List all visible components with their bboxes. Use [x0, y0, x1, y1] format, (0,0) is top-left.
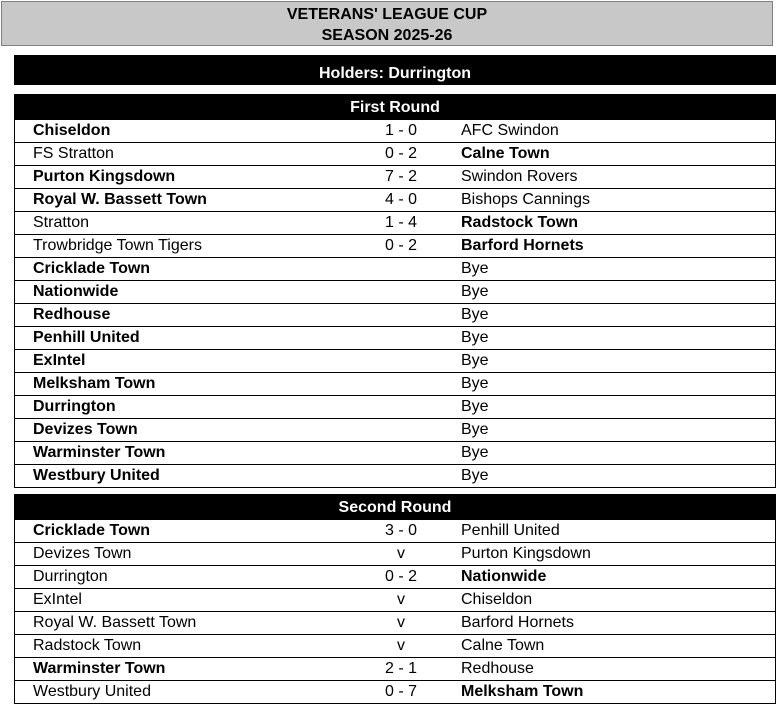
home-team: Durrington — [33, 568, 108, 585]
away-team: Penhill United — [461, 522, 560, 539]
home-team: Trowbridge Town Tigers — [33, 237, 202, 254]
away-team: Purton Kingsdown — [461, 545, 591, 562]
match-row — [15, 634, 775, 657]
home-team: ExIntel — [33, 352, 86, 369]
home-team: Westbury United — [33, 467, 160, 484]
match-score: 0 - 2 — [384, 237, 417, 254]
match-row — [15, 395, 775, 418]
match-row — [15, 326, 775, 349]
away-team: Nationwide — [461, 568, 547, 585]
home-team: FS Stratton — [33, 145, 114, 162]
away-team: Bye — [461, 444, 489, 461]
home-team: Devizes Town — [33, 545, 132, 562]
second-round-section — [14, 494, 776, 704]
home-team: Durrington — [33, 398, 116, 415]
away-team: AFC Swindon — [461, 122, 559, 139]
away-team: Bye — [461, 329, 489, 346]
competition-title — [1, 1, 773, 46]
away-team: Calne Town — [461, 145, 550, 162]
match-row — [15, 257, 775, 280]
away-team: Bye — [461, 375, 489, 392]
away-team: Bye — [461, 398, 489, 415]
match-row — [15, 519, 775, 542]
away-team: Bye — [461, 352, 489, 369]
home-team: Redhouse — [33, 306, 111, 323]
away-team: Swindon Rovers — [461, 168, 578, 185]
match-row — [15, 165, 775, 188]
match-row — [15, 119, 775, 142]
match-score: 2 - 1 — [384, 660, 417, 677]
away-team: Calne Town — [461, 637, 545, 654]
match-row — [15, 372, 775, 395]
match-row — [15, 349, 775, 372]
home-team: Warminster Town — [33, 660, 166, 677]
match-row — [15, 542, 775, 565]
match-row — [15, 565, 775, 588]
match-score: 0 - 2 — [384, 568, 417, 585]
home-team: Penhill United — [33, 329, 140, 346]
first-round-table — [14, 119, 776, 488]
home-team: Warminster Town — [33, 444, 166, 461]
away-team: Bye — [461, 283, 489, 300]
away-team: Bishops Cannings — [461, 191, 590, 208]
match-score: 7 - 2 — [384, 168, 417, 185]
title-line-2: SEASON 2025-26 — [321, 27, 453, 44]
match-row — [15, 280, 775, 303]
match-row — [15, 418, 775, 441]
match-row — [15, 464, 775, 487]
second-round-table — [14, 519, 776, 704]
away-team: Chiseldon — [461, 591, 533, 608]
home-team: Nationwide — [33, 283, 119, 300]
match-score: v — [397, 545, 405, 562]
match-score: 1 - 4 — [384, 214, 417, 231]
match-row — [15, 234, 775, 257]
holders-banner: Holders: Durrington — [14, 55, 776, 85]
home-team: ExIntel — [33, 591, 82, 608]
home-team: Cricklade Town — [33, 260, 151, 277]
home-team: Purton Kingsdown — [33, 168, 176, 185]
home-team: Cricklade Town — [33, 522, 151, 539]
first-round-section — [14, 94, 776, 488]
match-score: 0 - 7 — [384, 683, 417, 700]
second-round-header: Second Round — [14, 494, 776, 519]
away-team: Bye — [461, 467, 489, 484]
match-score: v — [397, 614, 405, 631]
away-team: Radstock Town — [461, 214, 579, 231]
away-team: Bye — [461, 260, 489, 277]
home-team: Devizes Town — [33, 421, 138, 438]
match-score: 4 - 0 — [384, 191, 417, 208]
first-round-header: First Round — [14, 94, 776, 119]
home-team: Chiseldon — [33, 122, 111, 139]
home-team: Westbury United — [33, 683, 151, 700]
match-row — [15, 680, 775, 703]
home-team: Radstock Town — [33, 637, 142, 654]
match-row — [15, 188, 775, 211]
home-team: Royal W. Bassett Town — [33, 614, 197, 631]
match-row — [15, 142, 775, 165]
away-team: Barford Hornets — [461, 237, 584, 254]
away-team: Barford Hornets — [461, 614, 574, 631]
match-score: v — [397, 637, 405, 654]
match-row — [15, 303, 775, 326]
away-team: Melksham Town — [461, 683, 584, 700]
match-row — [15, 657, 775, 680]
title-line-1: VETERANS' LEAGUE CUP — [286, 6, 488, 23]
match-row — [15, 611, 775, 634]
match-score: v — [397, 591, 405, 608]
match-score: 0 - 2 — [384, 145, 417, 162]
match-row — [15, 211, 775, 234]
away-team: Redhouse — [461, 660, 534, 677]
match-score: 1 - 0 — [384, 122, 417, 139]
home-team: Royal W. Bassett Town — [33, 191, 207, 208]
away-team: Bye — [461, 421, 489, 438]
home-team: Stratton — [33, 214, 90, 231]
match-row — [15, 441, 775, 464]
match-score: 3 - 0 — [384, 522, 417, 539]
away-team: Bye — [461, 306, 489, 323]
home-team: Melksham Town — [33, 375, 156, 392]
match-row — [15, 588, 775, 611]
